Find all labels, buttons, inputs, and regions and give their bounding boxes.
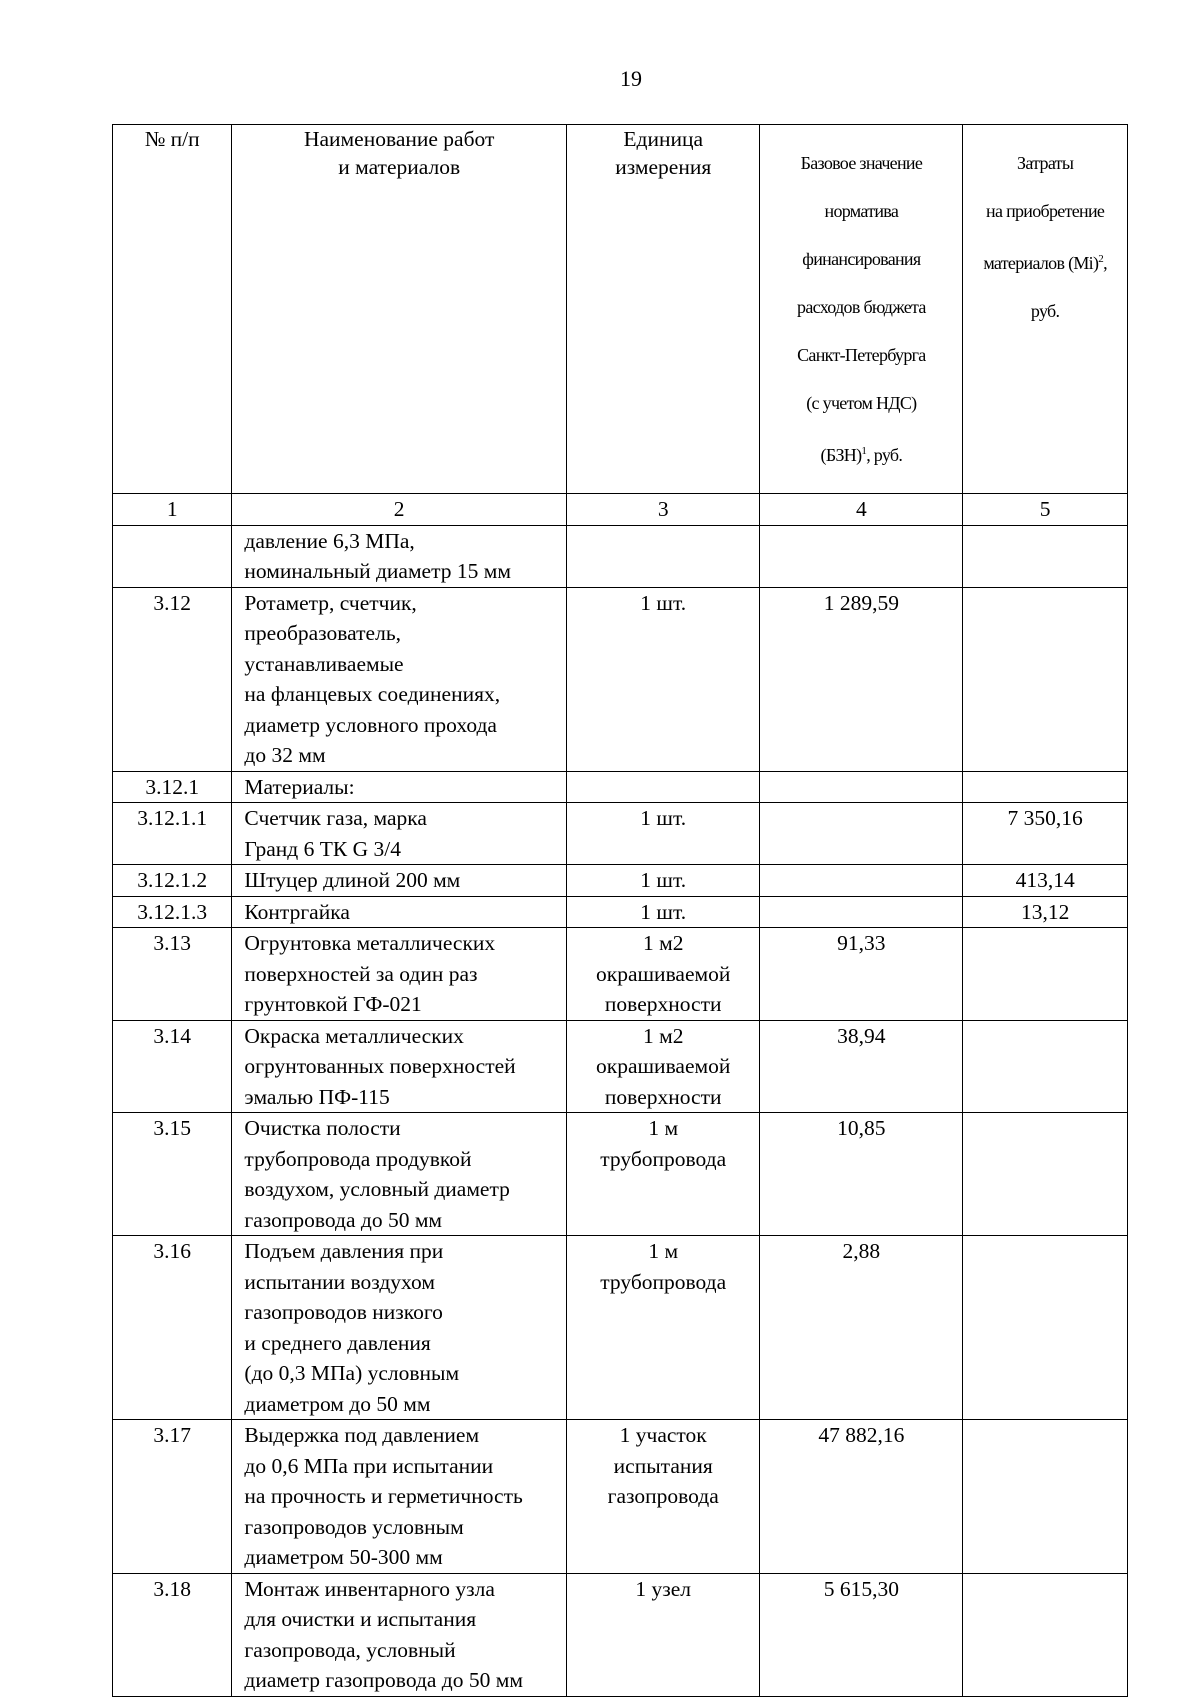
row-base-value: [760, 771, 963, 803]
column-number: 2: [232, 494, 567, 526]
row-number: 3.12.1.1: [113, 803, 232, 865]
row-name: Счетчик газа, марка Гранд 6 ТК G 3/4: [232, 803, 567, 865]
row-name: Очистка полости трубопровода продувкой воздухом, условный диаметр газопровода до 50 мм: [232, 1113, 567, 1236]
table-row: [113, 865, 1128, 897]
row-name: Подъем давления при испытании воздухом газопроводов низкого и среднего давления (до 0,3 МПа) условным диаметром до 50 мм: [232, 1236, 567, 1420]
header-material-cost: [963, 125, 1128, 494]
row-material-cost: 13,12: [963, 896, 1128, 928]
row-number: 3.13: [113, 928, 232, 1021]
row-material-cost: [963, 587, 1128, 771]
header-cost-line: на приобретение: [986, 201, 1105, 221]
row-base-value: 2,88: [760, 1236, 963, 1420]
row-base-value: [760, 865, 963, 897]
row-base-value: [760, 525, 963, 587]
header-base-value: [760, 125, 963, 494]
table-row: [113, 587, 1128, 771]
row-material-cost: [963, 525, 1128, 587]
header-base-line: норматива: [824, 201, 899, 221]
header-base-line: Базовое значение: [800, 153, 923, 173]
table-row: [113, 1236, 1128, 1420]
row-name: Контргайка: [232, 896, 567, 928]
row-base-value: 1 289,59: [760, 587, 963, 771]
table-row: [113, 1113, 1128, 1236]
row-base-value: 38,94: [760, 1020, 963, 1113]
header-base-line: финансирования: [802, 249, 921, 269]
row-number: 3.16: [113, 1236, 232, 1420]
row-unit: [566, 525, 760, 587]
row-number: 3.12.1.3: [113, 896, 232, 928]
row-material-cost: [963, 1020, 1128, 1113]
row-material-cost: 7 350,16: [963, 803, 1128, 865]
row-name: Окраска металлических огрунтованных поверхностей эмалью ПФ-115: [232, 1020, 567, 1113]
row-base-value: 5 615,30: [760, 1573, 963, 1696]
table-header-row: [113, 125, 1128, 494]
table-row: [113, 1420, 1128, 1574]
header-base-unit: , руб.: [866, 445, 903, 465]
header-cost-line: Затраты: [1017, 153, 1074, 173]
row-number: 3.12.1.2: [113, 865, 232, 897]
row-material-cost: [963, 1420, 1128, 1574]
header-cost-line: [965, 247, 1125, 275]
row-name: Ротаметр, счетчик, преобразователь, устанавливаемые на фланцевых соединениях, диаметр условного прохода до 32 мм: [232, 587, 567, 771]
row-base-value: [760, 803, 963, 865]
table-row: [113, 1020, 1128, 1113]
row-base-value: 47 882,16: [760, 1420, 963, 1574]
row-material-cost: [963, 1236, 1128, 1420]
row-unit: 1 участок испытания газопровода: [566, 1420, 760, 1574]
row-unit: 1 м2 окрашиваемой поверхности: [566, 928, 760, 1021]
row-unit: 1 шт.: [566, 803, 760, 865]
row-name: Огрунтовка металлических поверхностей за один раз грунтовкой ГФ-021: [232, 928, 567, 1021]
header-base-line: расходов бюджета: [797, 297, 926, 317]
table-row: [113, 928, 1128, 1021]
header-base-line: (с учетом НДС): [806, 393, 917, 413]
row-unit: 1 м2 окрашиваемой поверхности: [566, 1020, 760, 1113]
row-unit: 1 узел: [566, 1573, 760, 1696]
row-number: 3.12.1: [113, 771, 232, 803]
row-material-cost: [963, 771, 1128, 803]
row-unit: 1 шт.: [566, 865, 760, 897]
row-base-value: 91,33: [760, 928, 963, 1021]
header-base-line: [762, 439, 960, 467]
row-name: Выдержка под давлением до 0,6 МПа при испытании на прочность и герметичность газопроводов условным диаметром 50-300 мм: [232, 1420, 567, 1574]
page-number: 19: [620, 66, 642, 91]
row-unit: 1 м трубопровода: [566, 1236, 760, 1420]
table-row: [113, 896, 1128, 928]
row-name: давление 6,3 МПа, номинальный диаметр 15 мм: [232, 525, 567, 587]
row-base-value: 10,85: [760, 1113, 963, 1236]
header-cost-comma: ,: [1103, 253, 1107, 273]
row-name: Штуцер длиной 200 мм: [232, 865, 567, 897]
row-unit: [566, 771, 760, 803]
table-row: [113, 803, 1128, 865]
row-unit: 1 м трубопровода: [566, 1113, 760, 1236]
row-number: [113, 525, 232, 587]
footnote-marker-2: 2: [1098, 253, 1104, 265]
header-name: Наименование работ и материалов: [232, 125, 567, 494]
row-name: Материалы:: [232, 771, 567, 803]
column-number: 4: [760, 494, 963, 526]
row-number: 3.12: [113, 587, 232, 771]
header-unit: Единица измерения: [566, 125, 760, 494]
row-material-cost: [963, 1113, 1128, 1236]
table-row: [113, 1573, 1128, 1696]
row-unit: 1 шт.: [566, 896, 760, 928]
row-name: Монтаж инвентарного узла для очистки и испытания газопровода, условный диаметр газопровода до 50 мм: [232, 1573, 567, 1696]
header-cost-materials: материалов (Mi): [983, 253, 1099, 273]
works-materials-table: [112, 124, 1128, 1697]
row-number: 3.17: [113, 1420, 232, 1574]
footnote-marker-1: 1: [861, 445, 867, 457]
row-base-value: [760, 896, 963, 928]
header-cost-unit: руб.: [1030, 301, 1060, 321]
column-number: 3: [566, 494, 760, 526]
column-number: 1: [113, 494, 232, 526]
header-base-line: Санкт-Петербурга: [797, 345, 926, 365]
row-number: 3.14: [113, 1020, 232, 1113]
table-row: [113, 525, 1128, 587]
row-material-cost: [963, 1573, 1128, 1696]
row-unit: 1 шт.: [566, 587, 760, 771]
row-material-cost: 413,14: [963, 865, 1128, 897]
row-number: 3.15: [113, 1113, 232, 1236]
row-material-cost: [963, 928, 1128, 1021]
row-number: 3.18: [113, 1573, 232, 1696]
table-row: [113, 771, 1128, 803]
column-number-row: [113, 494, 1128, 526]
header-base-abbr: (БЗН): [820, 445, 862, 465]
header-number: № п/п: [113, 125, 232, 494]
column-number: 5: [963, 494, 1128, 526]
